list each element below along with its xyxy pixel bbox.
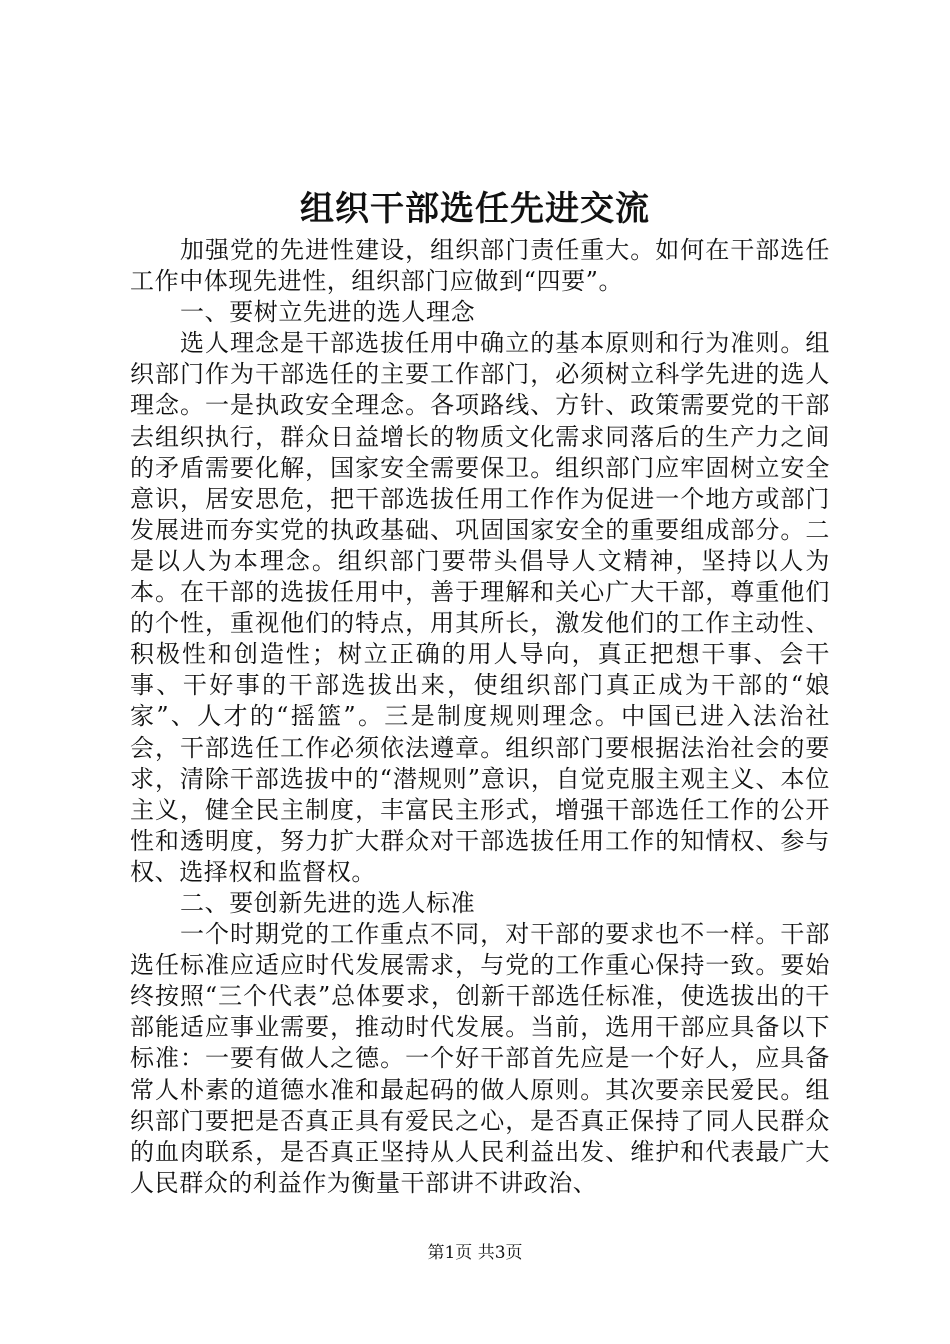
document-title: 组织干部选任先进交流	[300, 189, 650, 229]
section-1-paragraph: 选人理念是干部选拔任用中确立的基本原则和行为准则。组织部门作为干部选任的主要工作部门，必须树立科学先进的选人理念。一是执政安全理念。各项路线、方针、政策需要党的干部去组织执行，群众日益增长的物质文化需求同落后的生产力之间的矛盾需要化解，国家安全需要保卫。组织部门应牢固树立安全意识，居安思危，把干部选拔任用工作作为促进一个地方或部门发展进而夯实党的执政基础、巩固国家安全的重要组成部分。二是以人为本理念。组织部门要带头倡导人文精神，坚持以人为本。在干部的选拔任用中，善于理解和关心广大干部，尊重他们的个性，重视他们的特点，用其所长，激发他们的工作主动性、积极性和创造性；树立正确的用人导向，真正把想干事、会干事、干好事的干部选拔出来，使组织部门真正成为干部的“娘家”、人才的“摇篮”。三是制度规则理念。中国已进入法治社会，干部选任工作必须依法遵章。组织部门要根据法治社会的要求，清除干部选拔中的“潜规则”意识，自觉克服主观主义、本位主义，健全民主制度，丰富民主形式，增强干部选任工作的公开性和透明度，努力扩大群众对干部选拔任用工作的知情权、参与权、选择权和监督权。	[130, 329, 830, 886]
document-body	[130, 235, 830, 1199]
section-heading-1: 一、要树立先进的选人理念	[180, 298, 476, 327]
intro-paragraph: 加强党的先进性建设，组织部门责任重大。如何在干部选任工作中体现先进性，组织部门应做到“四要”。	[130, 236, 830, 296]
section-heading-2: 二、要创新先进的选人标准	[180, 888, 476, 917]
section-2-paragraph: 一个时期党的工作重点不同，对干部的要求也不一样。干部选任标准应适应时代发展需求，与党的工作重心保持一致。要始终按照“三个代表”总体要求，创新干部选任标准，使选拔出的干部能适应事业需要，推动时代发展。当前，选用干部应具备以下标准：一要有做人之德。一个好干部首先应是一个好人，应具备常人朴素的道德水准和最起码的做人原则。其次要亲民爱民。组织部门要把是否真正具有爱民之心，是否真正保持了同人民群众的血肉联系，是否真正坚持从人民利益出发、维护和代表最广大人民群众的利益作为衡量干部讲不讲政治、	[130, 920, 830, 1197]
page-footer: 第1页 共3页	[427, 1243, 523, 1263]
